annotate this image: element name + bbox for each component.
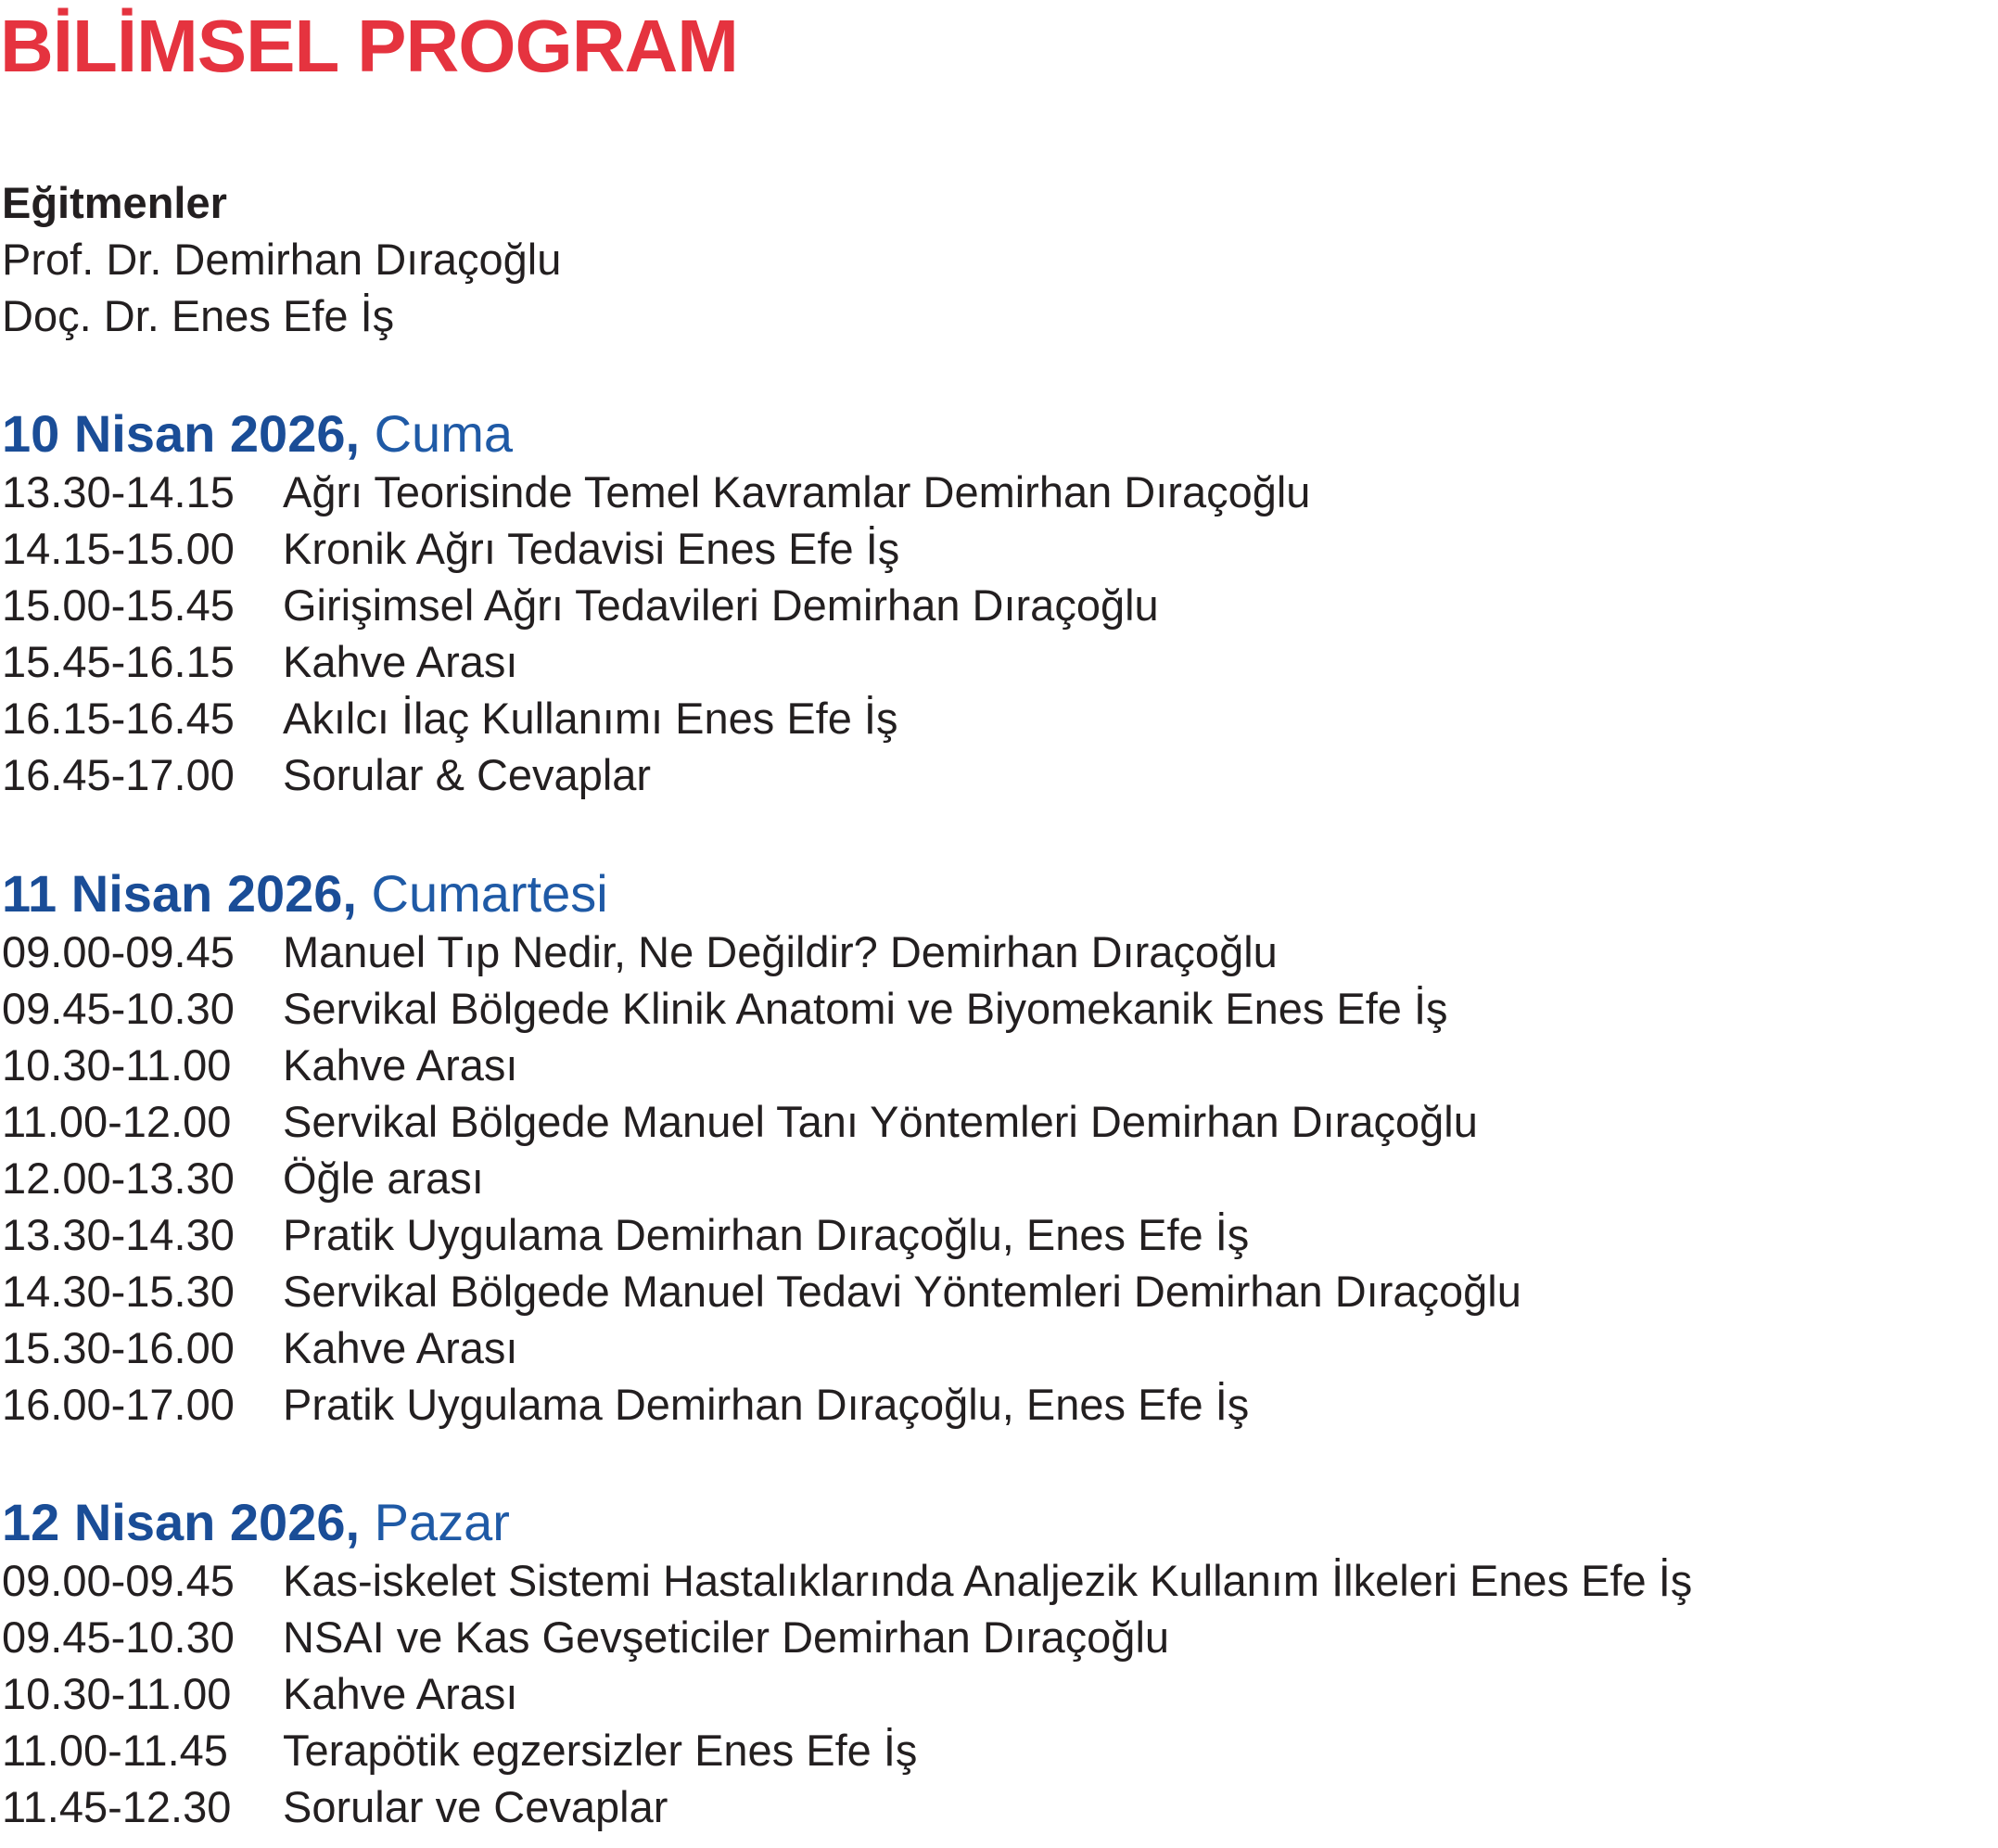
session-time: 09.45-10.30 xyxy=(2,1612,235,1662)
day-heading xyxy=(2,404,1310,464)
session-time: 09.45-10.30 xyxy=(2,984,235,1033)
session-row xyxy=(2,1206,1521,1263)
session-topic: Servikal Bölgede Klinik Anatomi ve Biyomekanik Enes Efe İş xyxy=(283,984,1448,1033)
session-topic: Öğle arası xyxy=(283,1153,484,1203)
session-time: 15.30-16.00 xyxy=(2,1323,235,1372)
session-topic: Kahve Arası xyxy=(283,1040,518,1090)
session-time: 11.45-12.30 xyxy=(2,1782,232,1831)
day-section-2 xyxy=(2,864,1521,1433)
session-topic: Sorular & Cevaplar xyxy=(283,750,652,799)
session-topic: Kronik Ağrı Tedavisi Enes Efe İş xyxy=(283,524,900,573)
session-topic: Kahve Arası xyxy=(283,637,518,686)
day-date: 12 Nisan 2026, xyxy=(2,1493,361,1551)
session-row xyxy=(2,746,1310,803)
session-row xyxy=(2,924,1521,980)
day-heading xyxy=(2,1493,1692,1552)
session-row xyxy=(2,577,1310,633)
session-time: 16.00-17.00 xyxy=(2,1380,235,1429)
session-time: 15.45-16.15 xyxy=(2,637,235,686)
session-row xyxy=(2,1722,1692,1778)
instructor-name: Prof. Dr. Demirhan Dıraçoğlu xyxy=(2,235,562,284)
session-row xyxy=(2,1778,1692,1835)
session-time: 16.45-17.00 xyxy=(2,750,235,799)
session-topic: Ağrı Teorisinde Temel Kavramlar Demirhan Dıraçoğlu xyxy=(283,467,1311,516)
session-row xyxy=(2,1552,1692,1609)
session-time: 10.30-11.00 xyxy=(2,1040,232,1090)
day-weekday: Cuma xyxy=(360,404,513,463)
session-time: 09.00-09.45 xyxy=(2,927,235,976)
session-row xyxy=(2,1319,1521,1376)
day-section-3 xyxy=(2,1493,1692,1835)
session-row xyxy=(2,1037,1521,1093)
session-time: 15.00-15.45 xyxy=(2,580,235,630)
day-weekday: Pazar xyxy=(360,1493,510,1551)
session-topic: Kas-iskelet Sistemi Hastalıklarında Analjezik Kullanım İlkeleri Enes Efe İş xyxy=(283,1556,1693,1605)
session-topic: Girişimsel Ağrı Tedavileri Demirhan Dıraçoğlu xyxy=(283,580,1159,630)
day-weekday: Cumartesi xyxy=(356,864,608,923)
session-time: 16.15-16.45 xyxy=(2,694,235,743)
session-topic: Akılcı İlaç Kullanımı Enes Efe İş xyxy=(283,694,898,743)
session-row xyxy=(2,1150,1521,1206)
session-time: 14.15-15.00 xyxy=(2,524,235,573)
session-row xyxy=(2,464,1310,520)
session-topic: Kahve Arası xyxy=(283,1323,518,1372)
session-topic: Servikal Bölgede Manuel Tanı Yöntemleri Demirhan Dıraçoğlu xyxy=(283,1097,1478,1146)
session-row xyxy=(2,690,1310,746)
session-row xyxy=(2,1609,1692,1665)
session-time: 09.00-09.45 xyxy=(2,1556,235,1605)
session-topic: Pratik Uygulama Demirhan Dıraçoğlu, Enes Efe İş xyxy=(283,1380,1250,1429)
session-time: 12.00-13.30 xyxy=(2,1153,235,1203)
session-time: 10.30-11.00 xyxy=(2,1669,232,1718)
instructors-heading: Eğitmenler xyxy=(2,178,227,227)
instructor-name: Doç. Dr. Enes Efe İş xyxy=(2,291,395,340)
session-row xyxy=(2,1376,1521,1433)
session-time: 14.30-15.30 xyxy=(2,1267,235,1316)
session-time: 13.30-14.30 xyxy=(2,1210,235,1259)
session-topic: Sorular ve Cevaplar xyxy=(283,1782,668,1831)
session-row xyxy=(2,633,1310,690)
session-time: 11.00-11.45 xyxy=(2,1726,228,1775)
session-topic: Manuel Tıp Nedir, Ne Değildir? Demirhan Dıraçoğlu xyxy=(283,927,1278,976)
day-date: 11 Nisan 2026, xyxy=(2,864,357,923)
session-row xyxy=(2,980,1521,1037)
day-heading xyxy=(2,864,1521,924)
session-row xyxy=(2,520,1310,577)
day-section-1 xyxy=(2,404,1310,803)
instructors-section xyxy=(2,174,561,344)
session-row xyxy=(2,1665,1692,1722)
session-topic: Pratik Uygulama Demirhan Dıraçoğlu, Enes Efe İş xyxy=(283,1210,1250,1259)
session-topic: Kahve Arası xyxy=(283,1669,518,1718)
session-topic: Servikal Bölgede Manuel Tedavi Yöntemleri Demirhan Dıraçoğlu xyxy=(283,1267,1521,1316)
session-time: 11.00-12.00 xyxy=(2,1097,232,1146)
session-row xyxy=(2,1093,1521,1150)
page-title: BİLİMSEL PROGRAM xyxy=(0,5,738,87)
day-date: 10 Nisan 2026, xyxy=(2,404,361,463)
session-row xyxy=(2,1263,1521,1319)
session-topic: Terapötik egzersizler Enes Efe İş xyxy=(283,1726,918,1775)
session-topic: NSAI ve Kas Gevşeticiler Demirhan Dıraçoğlu xyxy=(283,1612,1170,1662)
session-time: 13.30-14.15 xyxy=(2,467,235,516)
